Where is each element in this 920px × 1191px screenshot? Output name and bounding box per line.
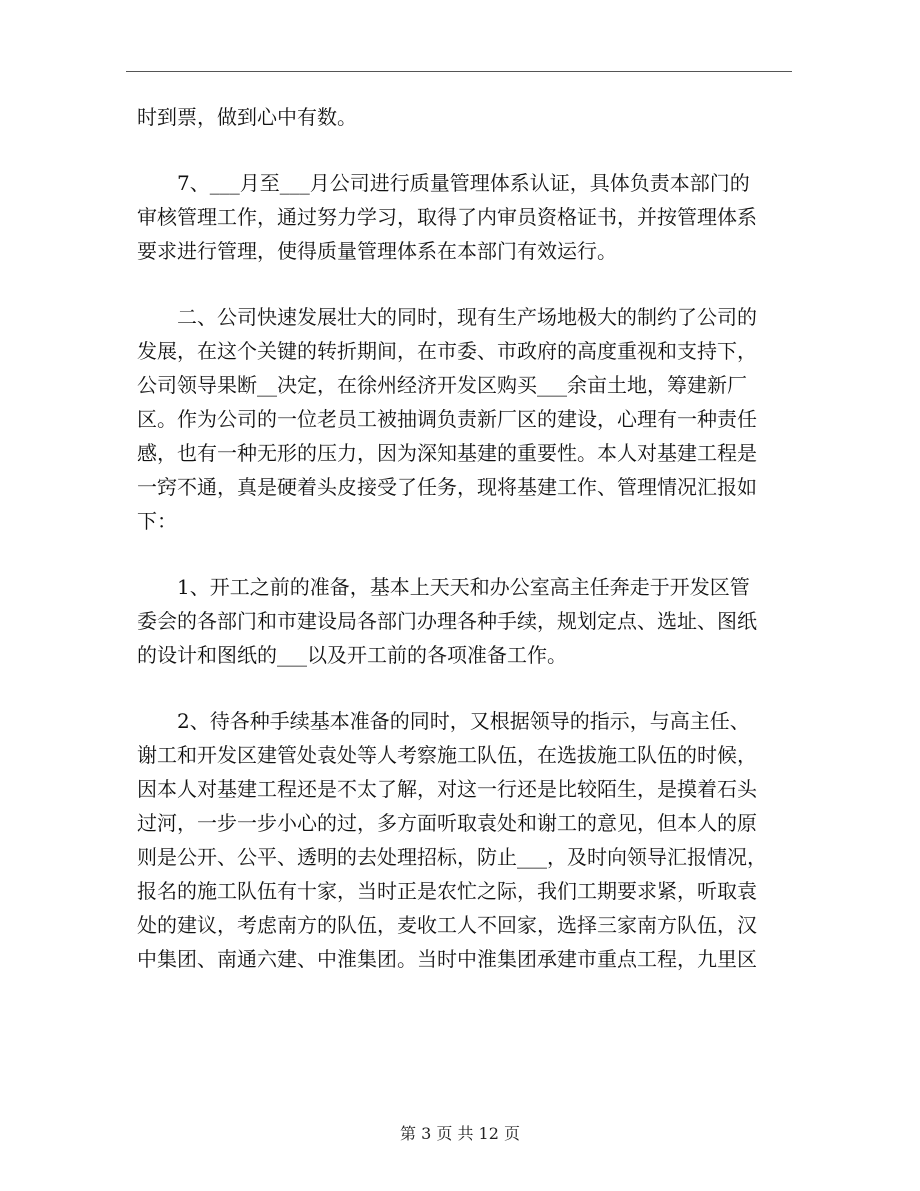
text-line: 的设计和图纸的___以及开工前的各项准备工作。 [137, 643, 567, 667]
text-line: 7、___月至___月公司进行质量管理体系认证，具体负责本部门的 [137, 171, 750, 195]
text-line: 中集团、南通六建、中淮集团。当时中淮集团承建市重点工程，九里区 [137, 947, 757, 971]
text-line: 1、开工之前的准备，基本上天天和办公室高主任奔走于开发区管 [137, 575, 750, 599]
document-body [137, 100, 787, 976]
text-line: 因本人对基建工程还是不太了解，对这一行还是比较陌生，是摸着石头 [137, 777, 757, 801]
paragraph-gap [137, 134, 787, 166]
text-line: 感，也有一种无形的压力，因为深知基建的重要性。本人对基建工程是 [137, 441, 757, 465]
text-line: 发展，在这个关键的转折期间，在市委、市政府的高度重视和支持下， [137, 339, 757, 363]
text-line: 审核管理工作，通过努力学习，取得了内审员资格证书，并按管理体系 [137, 205, 757, 229]
text-line: 过河，一步一步小心的过，多方面听取袁处和谢工的意见，但本人的原 [137, 811, 757, 835]
text-line: 处的建议，考虑南方的队伍，麦收工人不回家，选择三家南方队伍，汉 [137, 913, 757, 937]
text-line: 则是公开、公平、透明的去处理招标，防止___，及时向领导汇报情况， [137, 845, 767, 869]
text-line: 一窍不通，真是硬着头皮接受了任务，现将基建工作、管理情况汇报如 [137, 475, 757, 499]
paragraph [137, 166, 787, 268]
text-line: 报名的施工队伍有十家，当时正是农忙之际，我们工期要求紧，听取袁 [137, 879, 757, 903]
text-line: 谢工和开发区建管处袁处等人考察施工队伍，在选拔施工队伍的时候， [137, 743, 757, 767]
paragraph [137, 704, 787, 976]
paragraph [137, 570, 787, 672]
text-line: 公司领导果断__决定，在徐州经济开发区购买___余亩土地，筹建新厂 [137, 373, 747, 397]
header-rule [126, 71, 792, 72]
text-line: 二、公司快速发展壮大的同时，现有生产场地极大的制约了公司的 [137, 305, 757, 329]
paragraph [137, 100, 787, 134]
text-line: 下： [137, 509, 177, 533]
text-line: 时到票，做到心中有数。 [137, 105, 357, 129]
text-line: 2、待各种手续基本准备的同时，又根据领导的指示，与高主任、 [137, 709, 750, 733]
paragraph-gap [137, 672, 787, 704]
text-line: 要求进行管理，使得质量管理体系在本部门有效运行。 [137, 239, 617, 263]
text-line: 区。作为公司的一位老员工被抽调负责新厂区的建设，心理有一种责任 [137, 407, 757, 431]
paragraph-gap [137, 268, 787, 300]
page-number: 第 3 页 共 12 页 [400, 1124, 520, 1143]
paragraph-gap [137, 538, 787, 570]
paragraph [137, 300, 787, 538]
text-line: 委会的各部门和市建设局各部门办理各种手续，规划定点、选址、图纸 [137, 609, 757, 633]
